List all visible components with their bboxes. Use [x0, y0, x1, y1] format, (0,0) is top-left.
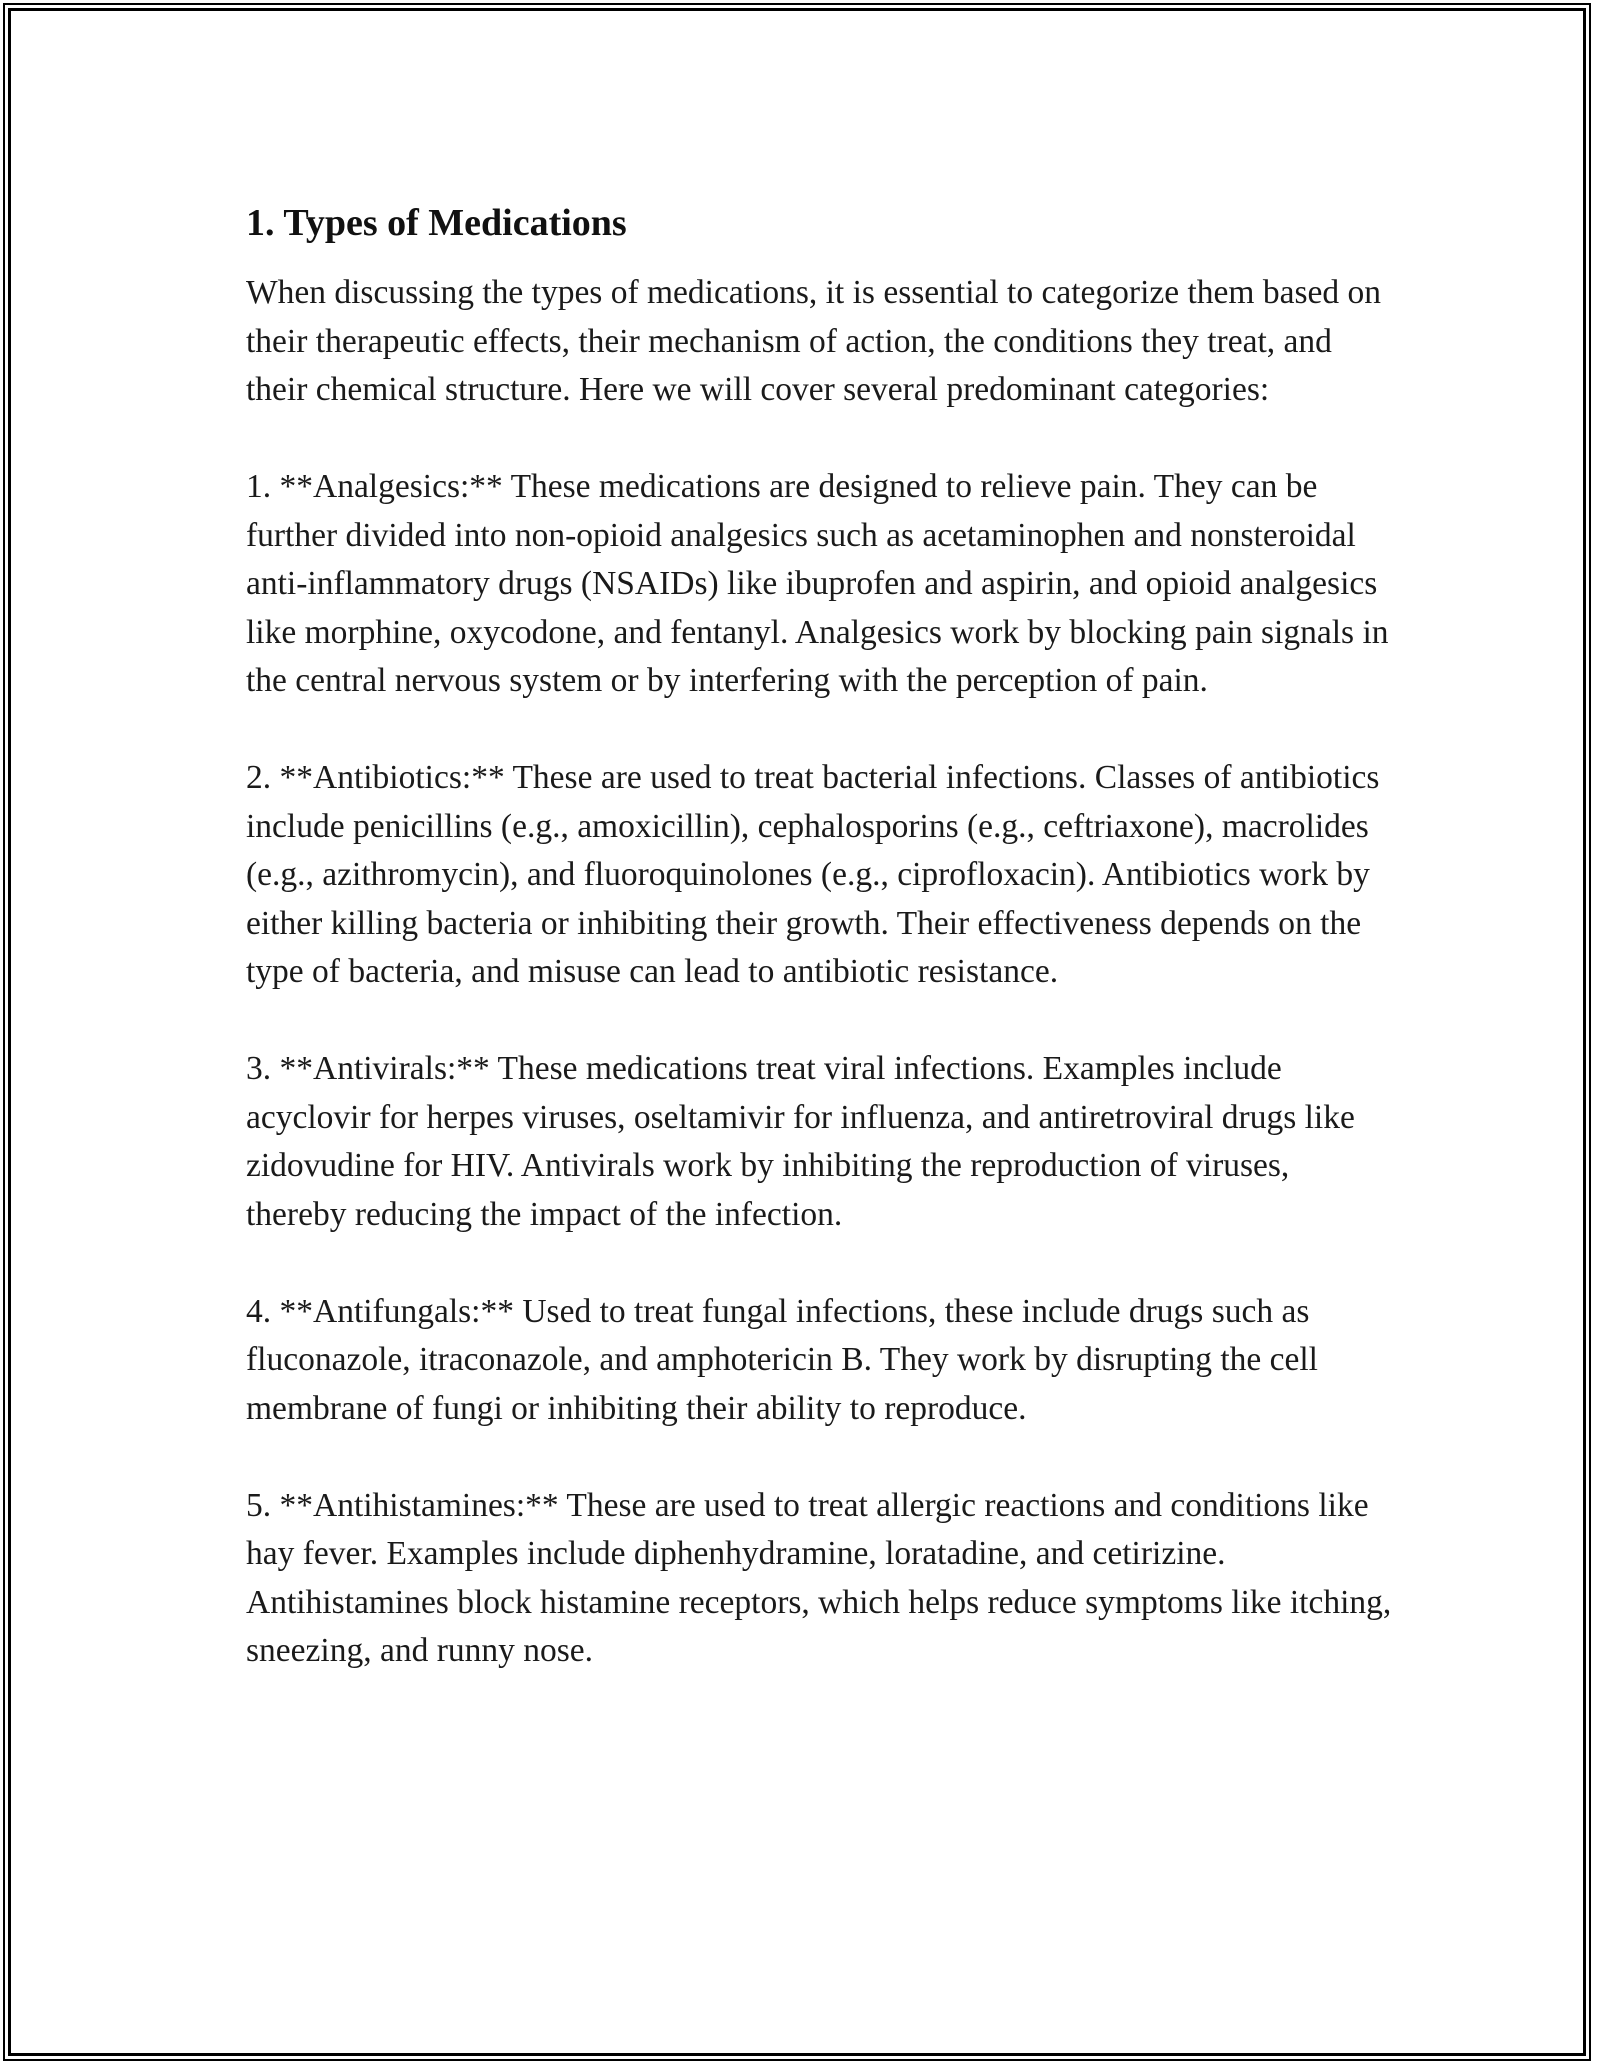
list-item-antihistamines: 5. **Antihistamines:** These are used to treat allergic reactions and conditions like hay fever. Examples include diphenhydramine, loratadine, and cetirizine. Antihistamines block histamine receptors, which helps reduce symptoms like itching, sneezing, and runny nose.: [246, 1486, 1392, 1669]
list-item-antivirals: 3. **Antivirals:** These medications treat viral infections. Examples include acyclovir for herpes viruses, oseltamivir for influenza, and antiretroviral drugs like zidovudine for HIV. Antivirals work by inhibiting the reproduction of viruses, thereby reducing the impact of the infection.: [246, 1050, 1355, 1233]
list-item-antifungals: 4. **Antifungals:** Used to treat fungal infections, these include drugs such as fluconazole, itraconazole, and amphotericin B. They work by disrupting the cell membrane of fungi or inhibiting their ability to reproduce.: [246, 1292, 1318, 1427]
section-heading: 1. Types of Medications: [246, 202, 627, 244]
list-item-antibiotics: 2. **Antibiotics:** These are used to treat bacterial infections. Classes of antibiotics include penicillins (e.g., amoxicillin), cephalosporins (e.g., ceftriaxone), macrolides (e.g., azithromycin), and fluoroquinolones (e.g., ciprofloxacin). Antibiotics work by either killing bacteria or inhibiting their growth. Their effectiveness depends on the type of bacteria, and misuse can lead to antibiotic resistance.: [246, 759, 1380, 990]
intro-paragraph: When discussing the types of medications, it is essential to categorize them based on their therapeutic effects, their mechanism of action, the conditions they treat, and their chemical structure. Here we will cover several predominant categories:: [246, 274, 1381, 408]
list-item-analgesics: 1. **Analgesics:** These medications are designed to relieve pain. They can be further divided into non-opioid analgesics such as acetaminophen and nonsteroidal anti-inflammatory drugs (NSAIDs) like ibuprofen and aspirin, and opioid analgesics like morphine, oxycodone, and fentanyl. Analgesics work by blocking pain signals in the central nervous system or by interfering with the perception of pain.: [246, 468, 1389, 699]
document-body: [246, 197, 1396, 1724]
page-frame: [8, 8, 1586, 2056]
